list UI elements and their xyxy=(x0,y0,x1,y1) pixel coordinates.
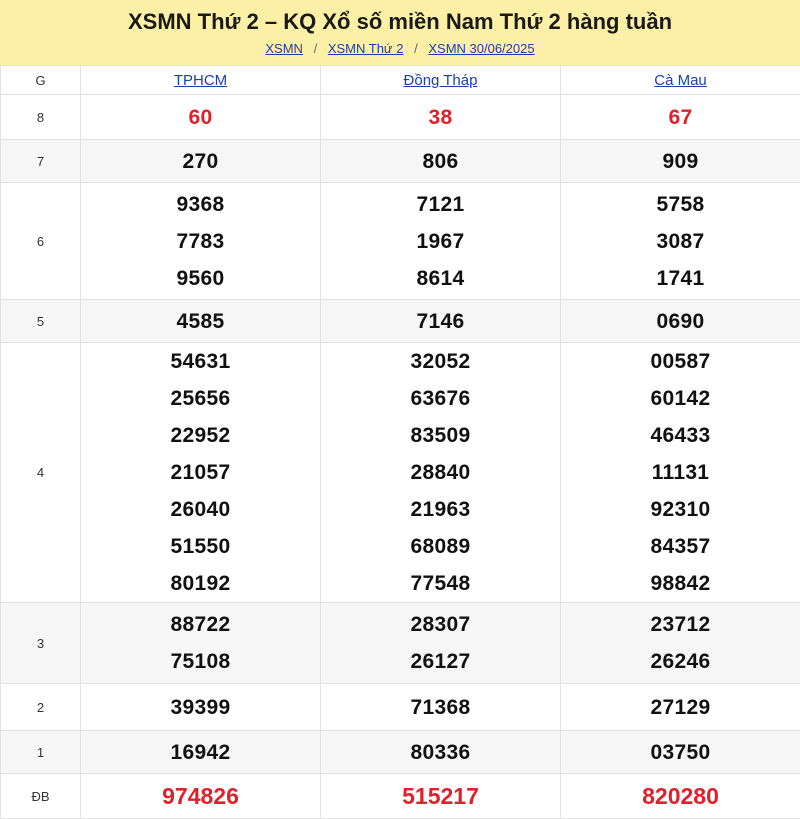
result-number: 67 xyxy=(561,99,800,136)
result-cell xyxy=(81,603,321,684)
result-number: 46433 xyxy=(561,417,800,454)
province-link-ca-mau[interactable]: Cà Mau xyxy=(654,72,707,89)
page-header xyxy=(0,0,800,65)
breadcrumb xyxy=(0,41,800,57)
result-number: 7121 xyxy=(321,186,560,223)
prize-label: 6 xyxy=(1,183,81,300)
table-row xyxy=(1,183,800,300)
prize-column-header: G xyxy=(1,66,81,95)
result-number: 909 xyxy=(561,143,800,180)
result-number: 32052 xyxy=(321,343,560,380)
result-number: 25656 xyxy=(81,380,320,417)
special-prize-number: 974826 xyxy=(81,783,320,810)
result-cell xyxy=(81,774,321,819)
result-cell xyxy=(321,774,561,819)
result-number: 00587 xyxy=(561,343,800,380)
result-cell xyxy=(81,95,321,140)
prize-label: 1 xyxy=(1,731,81,774)
result-cell xyxy=(561,300,800,343)
table-row xyxy=(1,343,800,603)
result-number: 22952 xyxy=(81,417,320,454)
result-number: 75108 xyxy=(81,643,320,680)
result-cell xyxy=(81,731,321,774)
breadcrumb-separator: / xyxy=(314,41,318,56)
result-number: 54631 xyxy=(81,343,320,380)
table-row xyxy=(1,95,800,140)
result-number: 9560 xyxy=(81,260,320,297)
result-cell xyxy=(561,343,800,603)
result-cell xyxy=(81,183,321,300)
result-cell xyxy=(321,300,561,343)
results-body xyxy=(1,95,800,819)
result-number: 83509 xyxy=(321,417,560,454)
result-number: 60 xyxy=(81,99,320,136)
result-cell xyxy=(321,140,561,183)
result-number: 0690 xyxy=(561,303,800,340)
breadcrumb-separator: / xyxy=(414,41,418,56)
breadcrumb-link-xsmn-date[interactable]: XSMN 30/06/2025 xyxy=(428,41,534,56)
result-number: 21963 xyxy=(321,491,560,528)
result-number: 28840 xyxy=(321,454,560,491)
result-number: 84357 xyxy=(561,528,800,565)
result-cell xyxy=(561,684,800,731)
result-number: 26127 xyxy=(321,643,560,680)
result-number: 71368 xyxy=(321,689,560,726)
result-cell xyxy=(321,731,561,774)
breadcrumb-link-xsmn[interactable]: XSMN xyxy=(265,41,303,56)
result-cell xyxy=(81,343,321,603)
result-number: 5758 xyxy=(561,186,800,223)
result-cell xyxy=(561,731,800,774)
result-cell xyxy=(81,684,321,731)
result-cell xyxy=(321,343,561,603)
prize-label: ĐB xyxy=(1,774,81,819)
result-cell xyxy=(561,140,800,183)
province-link-dong-thap[interactable]: Đồng Tháp xyxy=(404,72,478,89)
result-cell xyxy=(561,774,800,819)
result-number: 92310 xyxy=(561,491,800,528)
result-number: 03750 xyxy=(561,734,800,771)
province-header xyxy=(561,66,800,95)
result-number: 63676 xyxy=(321,380,560,417)
table-row xyxy=(1,684,800,731)
result-number: 11131 xyxy=(561,454,800,491)
breadcrumb-link-xsmn-thu-2[interactable]: XSMN Thứ 2 xyxy=(328,41,404,56)
result-number: 60142 xyxy=(561,380,800,417)
result-cell xyxy=(561,95,800,140)
result-number: 3087 xyxy=(561,223,800,260)
result-number: 88722 xyxy=(81,606,320,643)
table-row xyxy=(1,731,800,774)
result-number: 7146 xyxy=(321,303,560,340)
special-prize-number: 515217 xyxy=(321,783,560,810)
page-title: XSMN Thứ 2 – KQ Xổ số miền Nam Thứ 2 hàng tuần xyxy=(0,9,800,35)
result-number: 39399 xyxy=(81,689,320,726)
result-number: 16942 xyxy=(81,734,320,771)
result-number: 1967 xyxy=(321,223,560,260)
result-cell xyxy=(321,183,561,300)
prize-label: 8 xyxy=(1,95,81,140)
result-number: 80336 xyxy=(321,734,560,771)
prize-label: 5 xyxy=(1,300,81,343)
result-number: 80192 xyxy=(81,565,320,602)
result-number: 98842 xyxy=(561,565,800,602)
province-header xyxy=(81,66,321,95)
prize-label: 2 xyxy=(1,684,81,731)
result-number: 1741 xyxy=(561,260,800,297)
result-number: 38 xyxy=(321,99,560,136)
result-cell xyxy=(321,95,561,140)
result-number: 77548 xyxy=(321,565,560,602)
province-link-tphcm[interactable]: TPHCM xyxy=(174,72,227,89)
result-cell xyxy=(81,300,321,343)
result-number: 9368 xyxy=(81,186,320,223)
result-number: 28307 xyxy=(321,606,560,643)
result-number: 4585 xyxy=(81,303,320,340)
result-number: 23712 xyxy=(561,606,800,643)
prize-label: 7 xyxy=(1,140,81,183)
result-number: 68089 xyxy=(321,528,560,565)
table-row xyxy=(1,300,800,343)
result-number: 806 xyxy=(321,143,560,180)
table-row xyxy=(1,140,800,183)
result-number: 270 xyxy=(81,143,320,180)
table-row xyxy=(1,774,800,819)
result-number: 8614 xyxy=(321,260,560,297)
table-row xyxy=(1,603,800,684)
result-cell xyxy=(321,603,561,684)
special-prize-number: 820280 xyxy=(561,783,800,810)
province-header xyxy=(321,66,561,95)
table-header-row xyxy=(1,66,800,95)
result-cell xyxy=(321,684,561,731)
result-number: 21057 xyxy=(81,454,320,491)
results-table xyxy=(0,65,800,819)
result-number: 26040 xyxy=(81,491,320,528)
prize-label: 3 xyxy=(1,603,81,684)
result-cell xyxy=(561,183,800,300)
result-number: 7783 xyxy=(81,223,320,260)
result-number: 26246 xyxy=(561,643,800,680)
result-cell xyxy=(81,140,321,183)
prize-label: 4 xyxy=(1,343,81,603)
result-number: 27129 xyxy=(561,689,800,726)
result-number: 51550 xyxy=(81,528,320,565)
result-cell xyxy=(561,603,800,684)
